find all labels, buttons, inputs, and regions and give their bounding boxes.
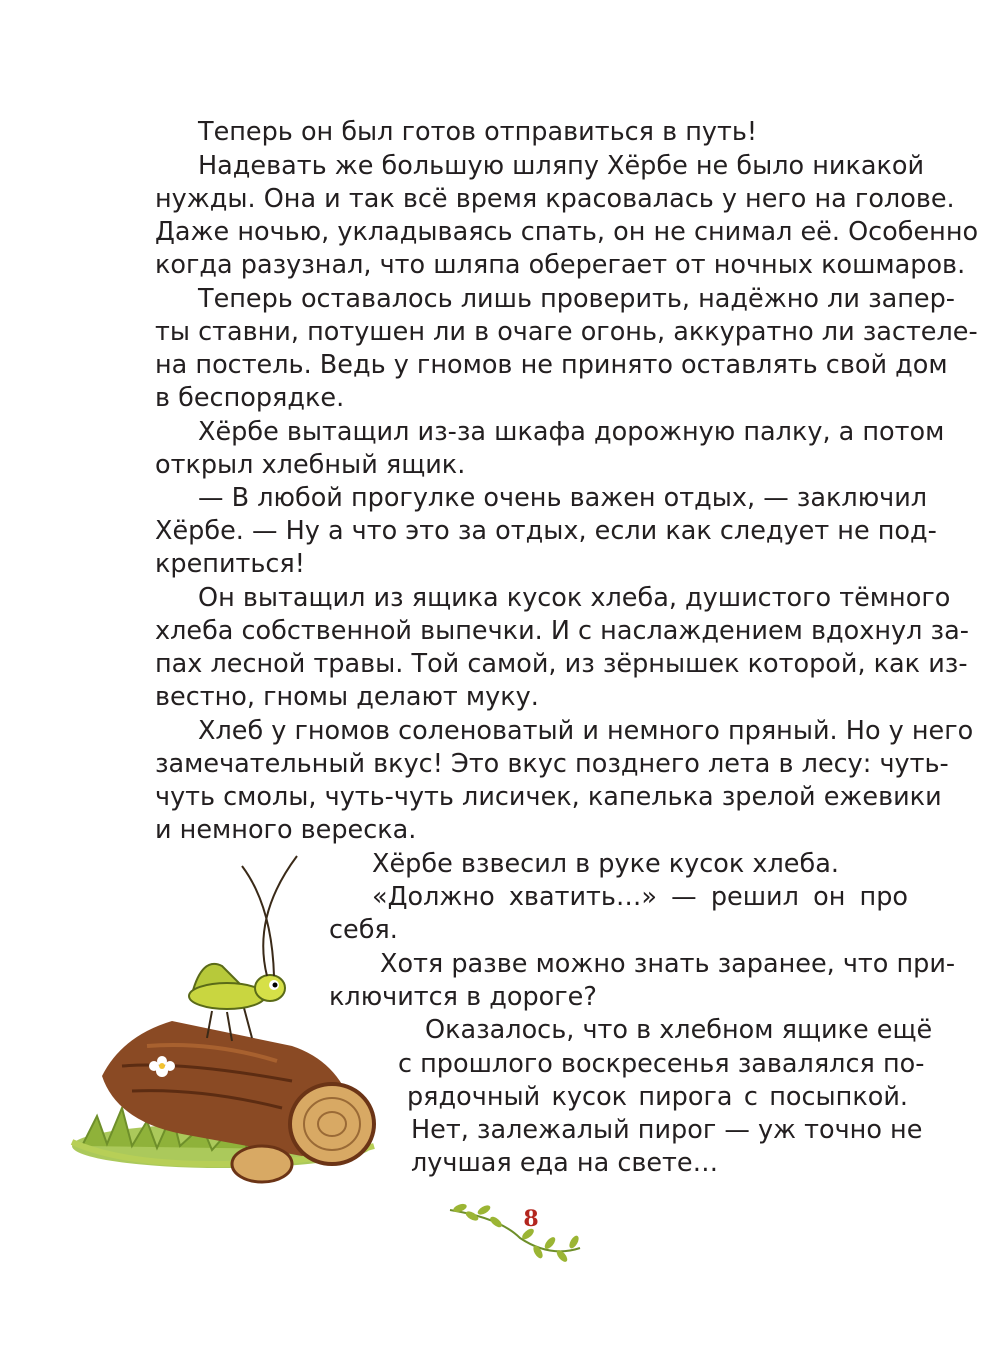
- text-line: Даже ночью, укладываясь спать, он не снимал её. Особенно: [155, 217, 979, 247]
- text-line: с прошлого воскресенья завалялся по-: [398, 1049, 925, 1079]
- leaf-branch-icon: [440, 1188, 590, 1268]
- grasshopper-icon: [189, 856, 297, 1041]
- grasshopper-on-log-icon: [62, 846, 392, 1216]
- text-line: рядочный кусок пирога с посыпкой.: [407, 1082, 908, 1112]
- text-line: лучшая еда на свете…: [411, 1148, 719, 1178]
- text-line: хлеба собственной выпечки. И с наслаждением вдохнул за-: [155, 616, 969, 646]
- text-line: Он вытащил из ящика кусок хлеба, душистого тёмного: [198, 583, 951, 613]
- text-line: нужды. Она и так всё время красовалась у него на голове.: [155, 184, 955, 214]
- text-line: себя.: [329, 915, 398, 945]
- text-line: Надевать же большую шляпу Хёрбе не было никакой: [198, 151, 925, 181]
- text-line: Хотя разве можно знать заранее, что при-: [380, 949, 956, 979]
- text-line: ключится в дороге?: [329, 982, 597, 1012]
- text-line: пах лесной травы. Той самой, из зёрнышек которой, как из-: [155, 649, 968, 679]
- text-line: открыл хлебный ящик.: [155, 450, 466, 480]
- text-line: Нет, залежалый пирог — уж точно не: [411, 1115, 923, 1145]
- text-line: Теперь он был готов отправиться в путь!: [198, 117, 758, 147]
- text-line: замечательный вкус! Это вкус позднего лета в лесу: чуть-: [155, 749, 949, 779]
- page-number: 8: [523, 1206, 539, 1232]
- text-line: Хёрбе вытащил из-за шкафа дорожную палку, а потом: [198, 417, 945, 447]
- text-line: Хёрбе. — Ну а что это за отдых, если как следует не под-: [155, 516, 937, 546]
- text-line: — В любой прогулке очень важен отдых, — заключил: [198, 483, 928, 513]
- text-line: крепиться!: [155, 549, 305, 579]
- text-line: Теперь оставалось лишь проверить, надёжно ли запер-: [198, 284, 956, 314]
- text-line: в беспорядке.: [155, 383, 345, 413]
- text-line: Хлеб у гномов соленоватый и немного пряный. Но у него: [198, 716, 974, 746]
- text-line: Хёрбе взвесил в руке кусок хлеба.: [372, 849, 839, 879]
- text-line: ты ставни, потушен ли в очаге огонь, аккуратно ли застеле-: [155, 317, 978, 347]
- text-line: и немного вереска.: [155, 815, 417, 845]
- text-line: на постель. Ведь у гномов не принято оставлять свой дом: [155, 350, 948, 380]
- text-line: чуть смолы, чуть-чуть лисичек, капелька зрелой ежевики: [155, 782, 942, 812]
- text-line: вестно, гномы делают муку.: [155, 682, 539, 712]
- text-line: когда разузнал, что шляпа оберегает от ночных кошмаров.: [155, 250, 966, 280]
- text-line: «Должно хватить…» — решил он про: [372, 882, 908, 912]
- text-line: Оказалось, что в хлебном ящике ещё: [425, 1015, 933, 1045]
